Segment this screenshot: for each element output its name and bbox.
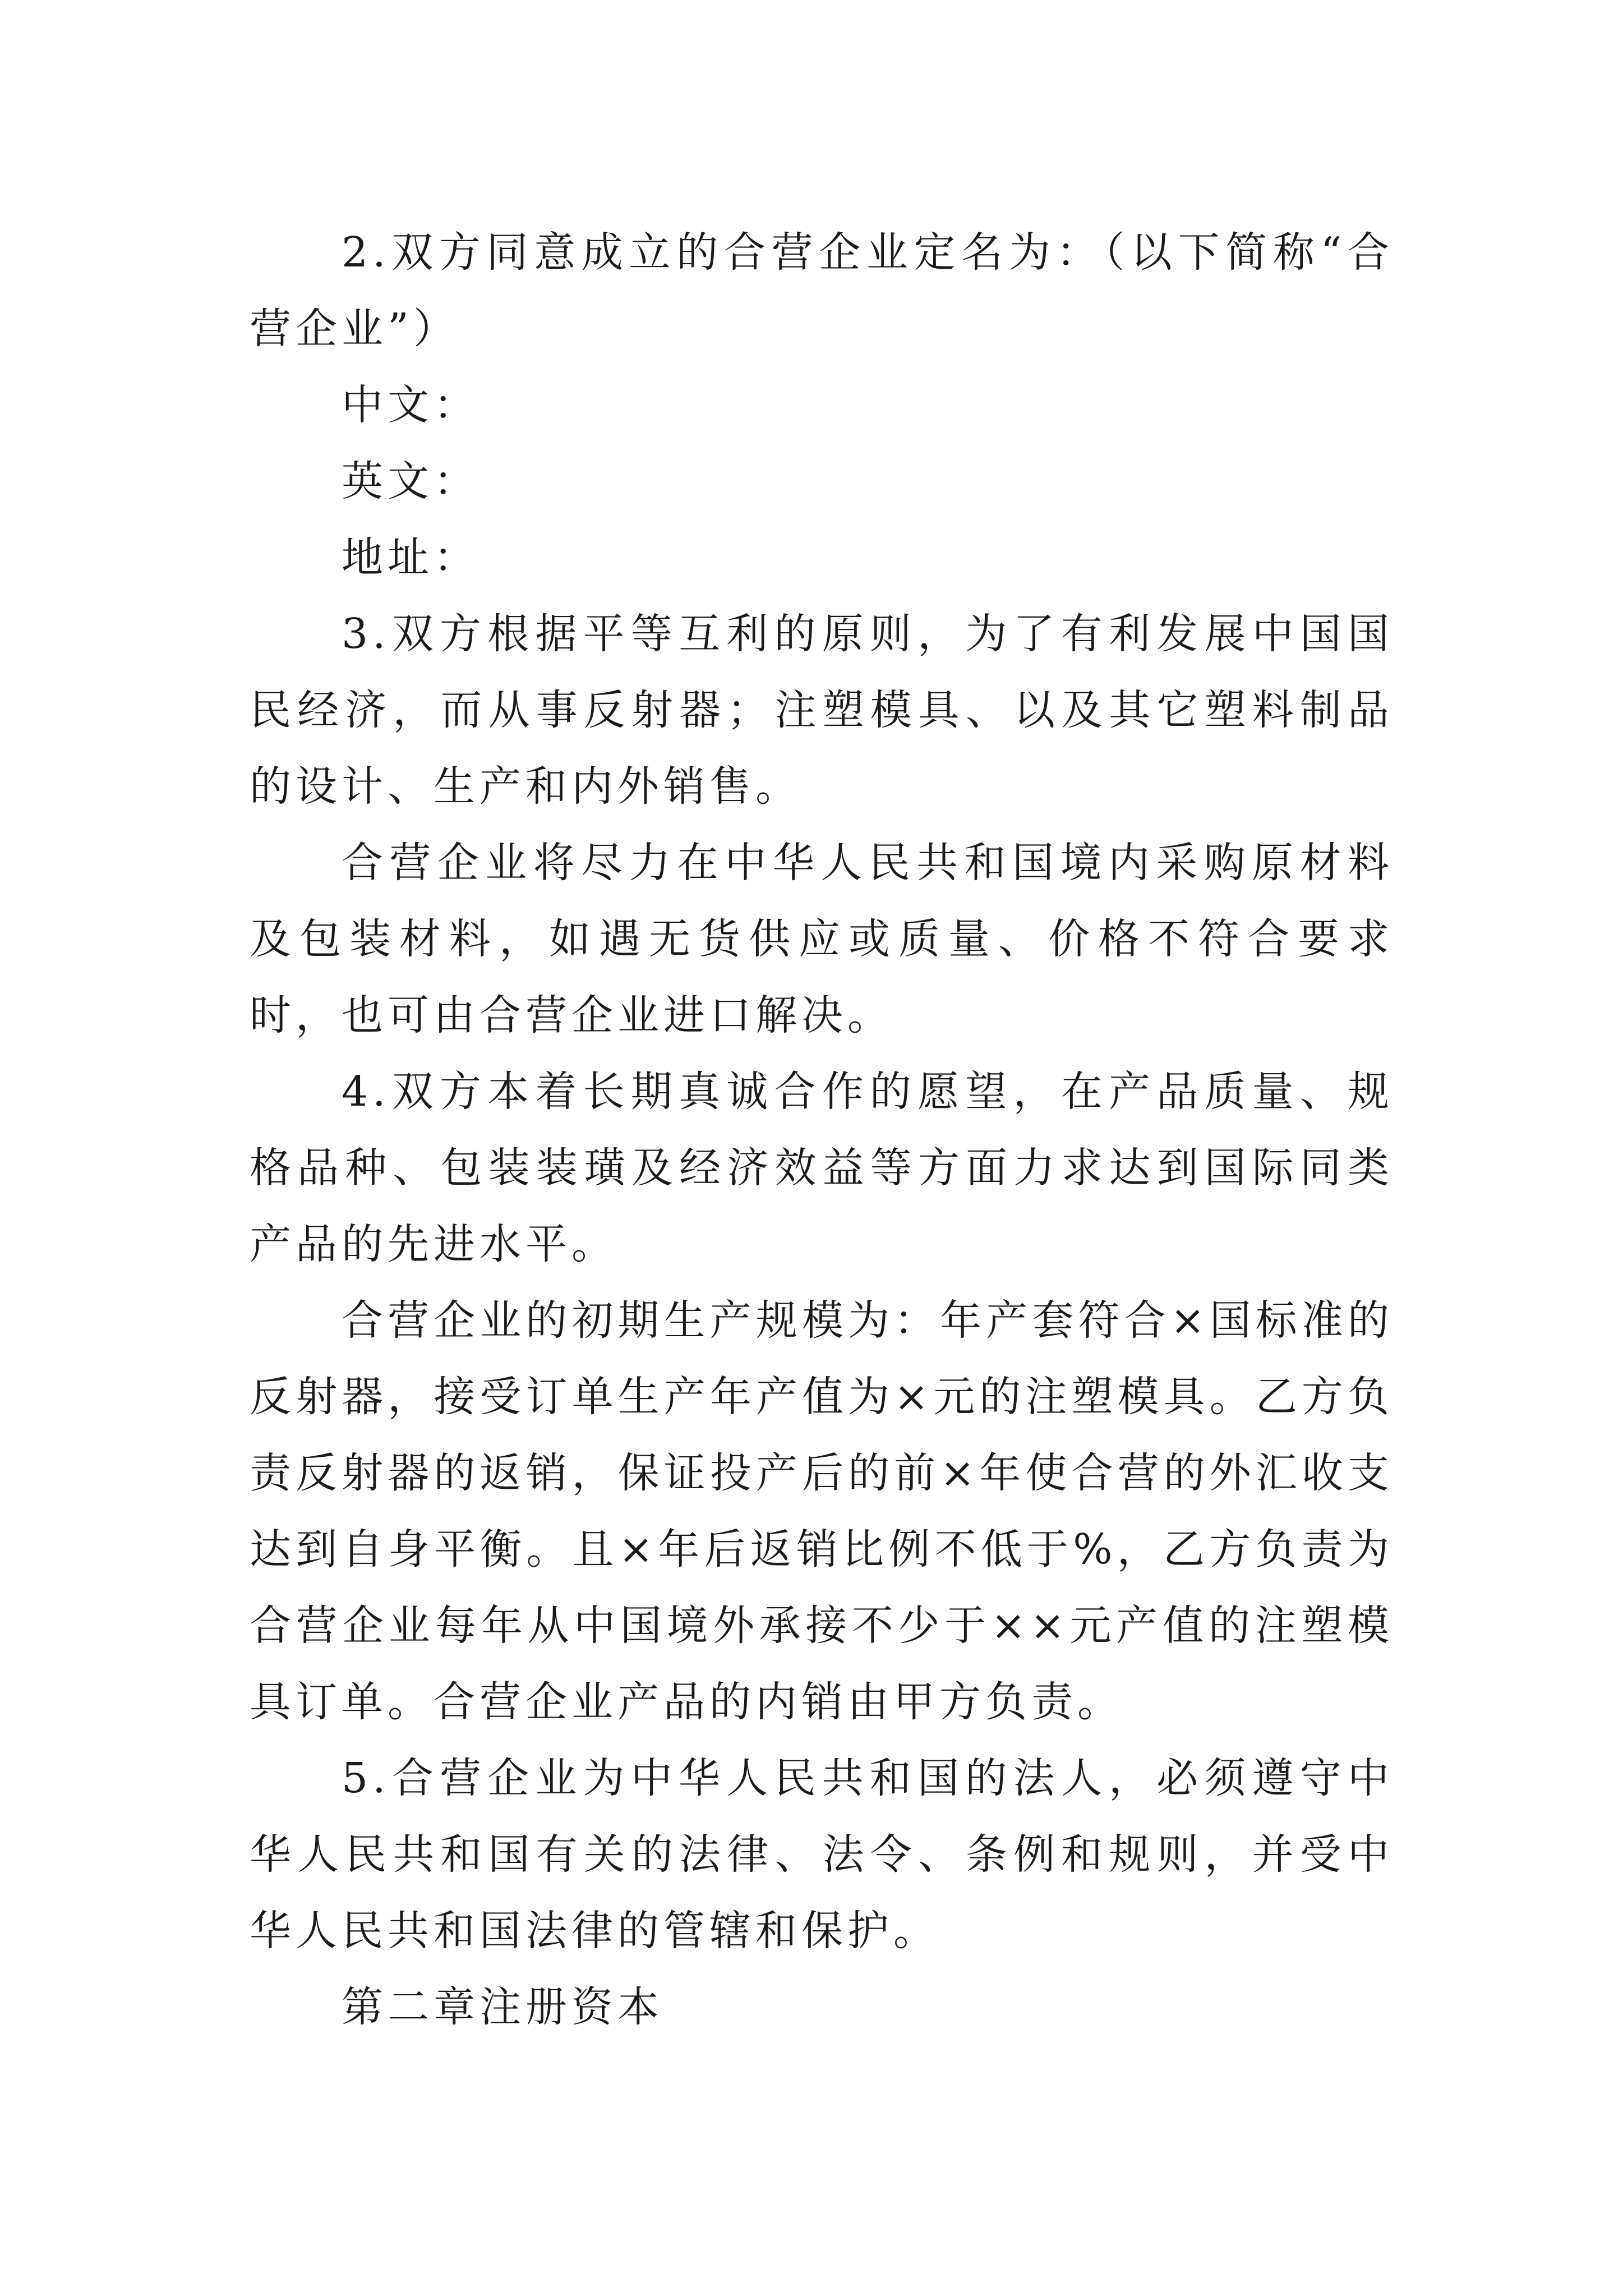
paragraph-business-scope: 3.双方根据平等互利的原则，为了有利发展中国国民经济，而从事反射器；注塑模具、以及其它塑料制品的设计、生产和内外销售。 [250,610,1394,811]
paragraph-procurement: 合营企业将尽力在中华人民共和国境内采购原材料及包装材料，如遇无货供应或质量、价格不符合要求时，也可由合营企业进口解决。 [250,839,1394,1039]
paragraph-joint-venture-name: 2.双方同意成立的合营企业定名为：（以下简称“合营企业”） [250,228,1394,353]
paragraph-chinese-name: 中文： [342,381,479,429]
paragraph-production-scale: 合营企业的初期生产规模为：年产套符合×国标准的反射器，接受订单生产年产值为×元的注塑模具。乙方负责反射器的返销，保证投产后的前×年使合营的外汇收支达到自身平衡。且×年后返销比例不低于%，乙方负责为合营企业每年从中国境外承接不少于××元产值的注塑模具订单。合营企业产品的内销由甲方负责。 [250,1296,1394,1726]
chapter-heading-registered-capital: 第二章注册资本 [342,1983,663,2031]
document-body [250,214,1394,2045]
paragraph-legal-status: 5.合营企业为中华人民共和国的法人，必须遵守中华人民共和国有关的法律、法令、条例和规则，并受中华人民共和国法律的管辖和保护。 [250,1754,1394,1955]
paragraph-quality-goal: 4.双方本着长期真诚合作的愿望，在产品质量、规格品种、包装装璜及经济效益等方面力求达到国际同类产品的先进水平。 [250,1068,1394,1268]
paragraph-english-name: 英文： [342,457,479,505]
paragraph-address: 地址： [342,533,479,582]
